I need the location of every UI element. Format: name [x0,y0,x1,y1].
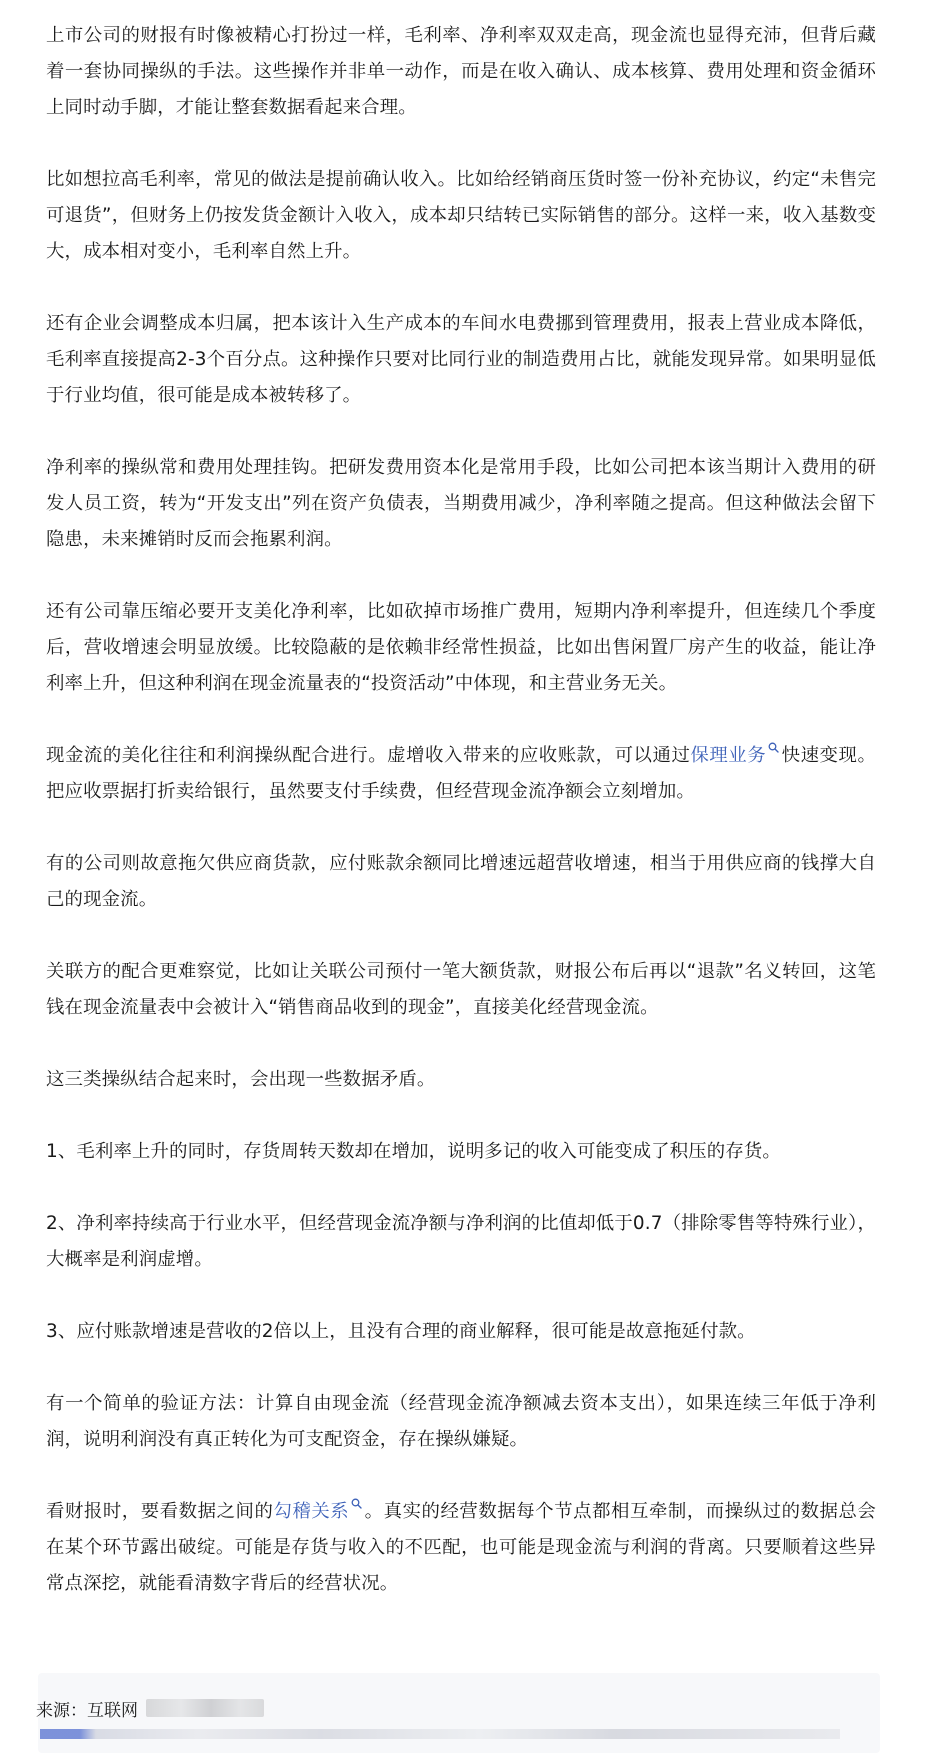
search-icon[interactable] [351,1498,362,1511]
paragraph-gross-margin-revenue: 比如想拉高毛利率，常见的做法是提前确认收入。比如给经销商压货时签一份补充协议，约定“未售完可退货”，但财务上仍按发货金额计入收入，成本却只结转已实际销售的部分。这样一来，收入基数变大，成本相对变小，毛利率自然上升。 [46,169,876,262]
paragraph-text-before: 现金流的美化往往和利润操纵配合进行。虚增收入带来的应收账款，可以通过 [46,745,691,766]
paragraph-contradictions-intro: 这三类操纵结合起来时，会出现一些数据矛盾。 [46,1069,436,1090]
paragraph-conclusion [46,1494,876,1602]
blurred-content-strip [40,1729,840,1739]
article-body [46,18,876,1638]
paragraph-text-after: 。真实的经营数据每个节点都相互牵制，而操纵过的数据总会在某个环节露出破绽。可能是存货与收入的不匹配，也可能是现金流与利润的背离。只要顺着这些异常点深挖，就能看清数字背后的经营状况。 [46,1501,876,1594]
paragraph-cashflow-related-party: 关联方的配合更难察觉，比如让关联公司预付一笔大额货款，财报公布后再以“退款”名义转回，这笔钱在现金流量表中会被计入“销售商品收到的现金”，直接美化经营现金流。 [46,961,876,1018]
source-label: 来源：互联网 [36,1700,138,1721]
paragraph-cashflow-payables: 有的公司则故意拖欠供应商货款，应付账款余额同比增速远超营收增速，相当于用供应商的钱撑大自己的现金流。 [46,853,876,910]
source-row [36,1695,264,1721]
paragraph-cashflow-factoring [46,738,876,810]
paragraph-point-1: 1、毛利率上升的同时，存货周转天数却在增加，说明多记的收入可能变成了积压的存货。 [46,1141,781,1162]
paragraph-verification: 有一个简单的验证方法：计算自由现金流（经营现金流净额减去资本支出），如果连续三年低于净利润，说明利润没有真正转化为可支配资金，存在操纵嫌疑。 [46,1393,876,1450]
search-icon[interactable] [768,742,779,755]
source-blurred-text [146,1699,264,1717]
paragraph-net-margin-rd: 净利率的操纵常和费用处理挂钩。把研发费用资本化是常用手段，比如公司把本该当期计入费用的研发人员工资，转为“开发支出”列在资产负债表，当期费用减少，净利率随之提高。但这种做法会留下隐患，未来摊销时反而会拖累利润。 [46,457,876,550]
paragraph-point-2: 2、净利率持续高于行业水平，但经营现金流净额与净利润的比值却低于0.7（排除零售等特殊行业），大概率是利润虚增。 [46,1213,876,1270]
keyword-link-relationship[interactable]: 勾稽关系 [273,1501,350,1522]
paragraph-point-3: 3、应付账款增速是营收的2倍以上，且没有合理的商业解释，很可能是故意拖延付款。 [46,1321,756,1342]
paragraph-text-after: 快速变现。把应收票据打折卖给银行，虽然要支付手续费，但经营现金流净额会立刻增加。 [46,745,876,802]
paragraph-text-before: 看财报时，要看数据之间的 [46,1501,274,1522]
paragraph-gross-margin-cost: 还有企业会调整成本归属，把本该计入生产成本的车间水电费挪到管理费用，报表上营业成本降低，毛利率直接提高2-3个百分点。这种操作只要对比同行业的制造费用占比，就能发现异常。如果明显低于行业均值，很可能是成本被转移了。 [46,313,876,406]
paragraph-intro: 上市公司的财报有时像被精心打扮过一样，毛利率、净利率双双走高，现金流也显得充沛，但背后藏着一套协同操纵的手法。这些操作并非单一动作，而是在收入确认、成本核算、费用处理和资金循环上同时动手脚，才能让整套数据看起来合理。 [46,25,876,118]
paragraph-net-margin-expense: 还有公司靠压缩必要开支美化净利率，比如砍掉市场推广费用，短期内净利率提升，但连续几个季度后，营收增速会明显放缓。比较隐蔽的是依赖非经常性损益，比如出售闲置厂房产生的收益，能让净利率上升，但这种利润在现金流量表的“投资活动”中体现，和主营业务无关。 [46,601,876,694]
keyword-link-factoring[interactable]: 保理业务 [690,745,767,766]
